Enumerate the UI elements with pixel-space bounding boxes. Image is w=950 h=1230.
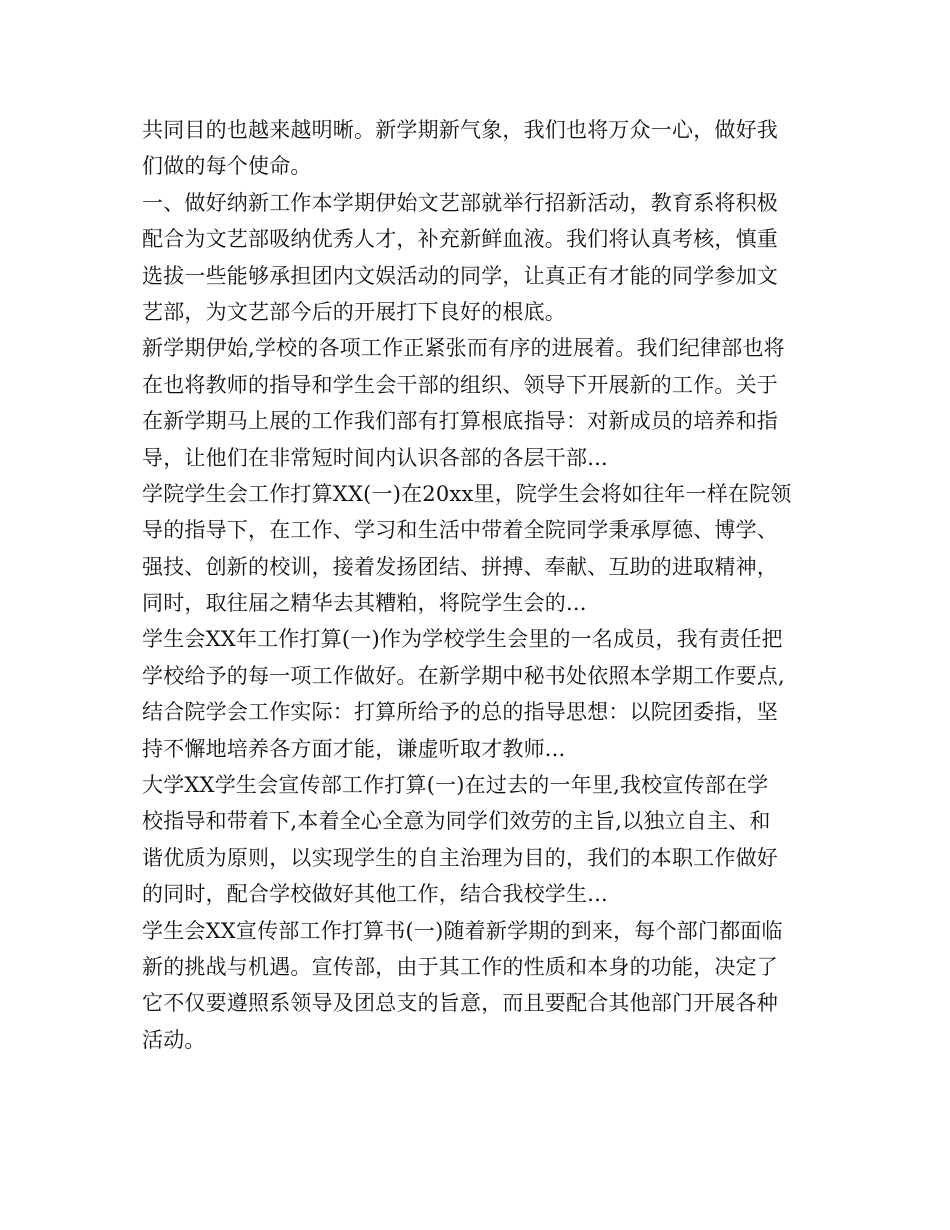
text-line: 强技、创新的校训，接着发扬团结、拼搏、奉献、互助的进取精神，	[142, 554, 778, 579]
text-line: 一、做好纳新工作本学期伊始文艺部就举行招新活动，教育系将积极	[142, 190, 778, 215]
text-line: 结合院学会工作实际：打算所给予的总的指导思想：以院团委指，坚	[142, 700, 778, 725]
text-line: 导，让他们在非常短时间内认识各部的各层干部...	[142, 445, 608, 470]
text-line: 学生会XX宣传部工作打算书(一)随着新学期的到来，每个部门都面临	[142, 918, 783, 943]
text-line: 的同时，配合学校做好其他工作，结合我校学生...	[142, 882, 608, 907]
text-line: 共同目的也越来越明晰。新学期新气象，我们也将万众一心，做好我	[142, 118, 778, 142]
text-line: 它不仅要遵照系领导及团总支的旨意，而且要配合其他部门开展各种	[142, 991, 778, 1016]
text-line: 谐优质为原则，以实现学生的自主治理为目的，我们的本职工作做好	[142, 845, 778, 870]
text-line: 导的指导下，在工作、学习和生活中带着全院同学秉承厚德、博学、	[142, 518, 778, 543]
text-line: 同时，取往届之精华去其糟粕，将院学生会的...	[142, 591, 587, 616]
text-line: 新学期伊始,学校的各项工作正紧张而有序的进展着。我们纪律部也将	[142, 336, 785, 361]
text-line: 在也将教师的指导和学生会干部的组织、领导下开展新的工作。关于	[142, 372, 778, 397]
text-line: 学院学生会工作打算XX(一)在20xx里，院学生会将如往年一样在院领	[142, 481, 792, 506]
text-line: 学校给予的每一项工作做好。在新学期中秘书处依照本学期工作要点,	[142, 663, 785, 688]
text-line: 新的挑战与机遇。宣传部，由于其工作的性质和本身的功能，决定了	[142, 954, 778, 979]
text-line: 校指导和带着下,本着全心全意为同学们效劳的主旨,以独立自主、和	[142, 809, 771, 834]
text-line: 艺部，为文艺部今后的开展打下良好的根底。	[142, 299, 566, 324]
text-line: 配合为文艺部吸纳优秀人才，补充新鲜血液。我们将认真考核，慎重	[142, 227, 778, 252]
document-body	[142, 112, 812, 1058]
text-line: 活动。	[142, 1027, 206, 1052]
text-line: 们做的每个使命。	[142, 154, 312, 179]
text-line: 在新学期马上展的工作我们部有打算根底指导：对新成员的培养和指	[142, 409, 778, 434]
text-line: 持不懈地培养各方面才能，谦虚听取才教师...	[142, 736, 566, 761]
text-line: 选拔一些能够承担团内文娱活动的同学，让真正有才能的同学参加文	[142, 263, 778, 288]
text-line: 学生会XX年工作打算(一)作为学校学生会里的一名成员，我有责任把	[142, 627, 783, 652]
text-line: 大学XX学生会宣传部工作打算(一)在过去的一年里,我校宣传部在学	[142, 773, 769, 798]
